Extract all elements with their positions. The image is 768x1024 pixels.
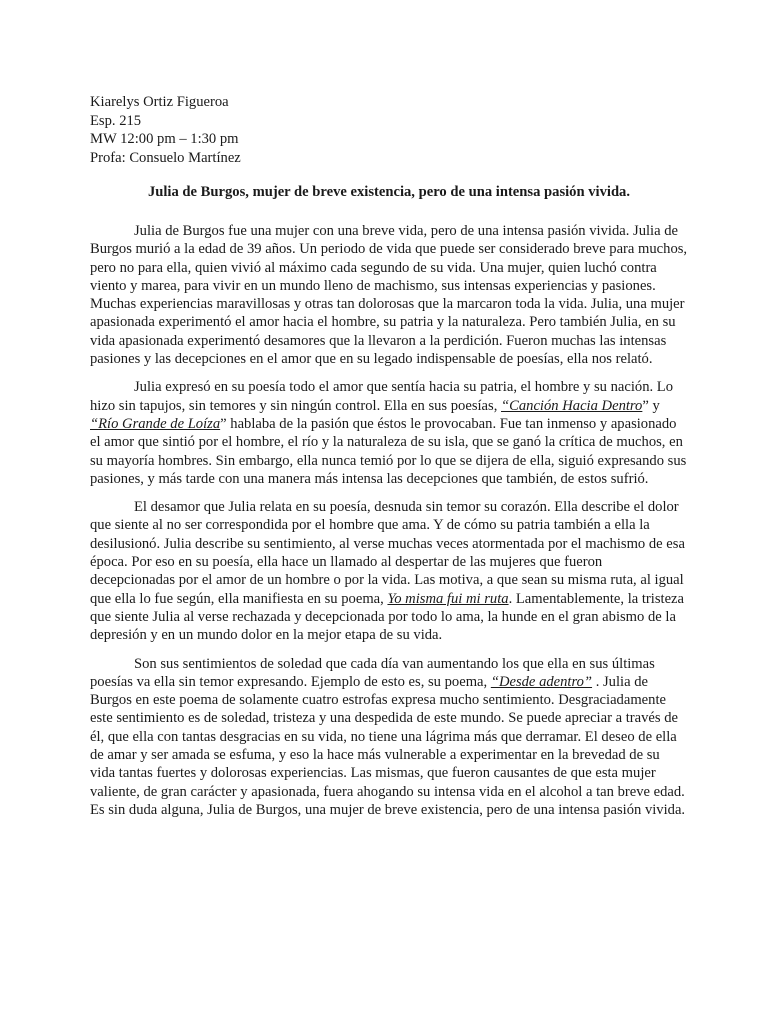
essay-paragraph-2 xyxy=(90,378,688,488)
essay-paragraph-3 xyxy=(90,498,688,644)
essay-paragraph-4 xyxy=(90,655,688,820)
paragraph-text: El desamor que Julia relata en su poesía, desnuda sin temor su corazón. Ella describe el dolor que siente al no ser correspondida por el hombre que ama. Y de cómo su patria también a ella la desilusionó. Julia describe su sentimiento, al verse muchas veces atormentada por el machismo de esa época. Por eso en su poesía, ella hace un llamado al despertar de las mujeres que fueron decepcionadas por el amor de un hombre o por la vida. Las motiva, a que sean su misma ruta, al igual que ella lo fue según, ella manifiesta en su poema, xyxy=(90,499,685,607)
student-header xyxy=(90,93,688,167)
student-name: Kiarelys Ortiz Figueroa xyxy=(90,94,229,110)
poem-title-rio-grande-de-loiza: “Río Grande de Loíza xyxy=(90,415,221,432)
poem-title-yo-misma-fui-mi-ruta: Yo misma fui mi ruta xyxy=(387,590,509,607)
poem-title-desde-adentro: “Desde adentro” xyxy=(490,673,593,690)
course-code: Esp. 215 xyxy=(90,112,142,129)
poem-title-cancion-hacia-dentro: “Canción Hacia Dentro xyxy=(501,397,643,414)
paragraph-text: ” hablaba de la pasión que éstos le provocaban. Fue tan inmenso y apasionado el amor que sintió por el hombre, el río y la naturaleza de su isla, que se ganó la crítica de muchos, en su mayoría hombres. Sin embargo, ella nunca temió por lo que se dijera de ella, siguió expresando sus pasiones, y más tarde con una manera más intensa las decepciones que también, de estos sufrió. xyxy=(90,415,687,487)
class-schedule: MW 12:00 pm – 1:30 pm xyxy=(90,131,239,148)
paragraph-text: Son sus sentimientos de soledad que cada día van aumentando los que ella en sus últimas poesías va ella sin temor expresando. Ejemplo de esto es, su poema, xyxy=(90,655,655,690)
paragraph-text: . Julia de Burgos en este poema de solamente cuatro estrofas expresa mucho sentimiento. Desgraciadamente este sentimiento es de soledad, tristeza y una despedida de este mundo. Se puede apreciar a través de él, que ella con tantas desgracias en su vida, no tiene una lágrima más que derramar. El deseo de ella de amar y ser amada se esfuma, y eso la hace más vulnerable a experimentar en la brevedad de su vida tantas fuertes y dolorosas experiencias. Las mismas, que fueron causantes de que esta mujer valiente, de gran carácter y apasionada, fuera ahogando su intensa vida en el alcohol a tan breve edad. Es sin duda alguna, Julia de Burgos, una mujer de breve existencia, pero de una intensa pasión vivida. xyxy=(90,673,686,818)
essay-title: Julia de Burgos, mujer de breve existencia, pero de una intensa pasión vivida. xyxy=(147,184,631,201)
professor-name: Profa: Consuelo Martínez xyxy=(90,149,241,166)
paragraph-text: Julia de Burgos fue una mujer con una breve vida, pero de una intensa pasión vivida. Julia de Burgos murió a la edad de 39 años. Un periodo de vida que puede ser considerado breve para muchos, pero no para ella, quien vivió al máximo cada segundo de su vida. Una mujer, quien luchó contra viento y marea, para vivir en un mundo lleno de machismo, sus intensas experiencias y pasiones. Muchas experiencias maravillosas y otras tan dolorosas que la marcaron toda la vida. Julia, una mujer apasionada experimentó el amor hacia el hombre, su patria y la naturaleza. Pero también Julia, en su vida apasionada experimentó desamores que la llevaron a la perdición. Fueron muchas las intensas pasiones y las decepciones en el amor que en su legado indispensable de poesías, ella nos relató. xyxy=(90,222,688,368)
paragraph-text: . Lamentablemente, la tristeza que siente Julia al verse rechazada y decepcionada por todo lo ama, la hunde en el gran abismo de la depresión y en un mundo dolor en la mejor etapa de su vida. xyxy=(90,590,685,644)
paragraph-text: Julia expresó en su poesía todo el amor que sentía hacia su patria, el hombre y su nación. Lo hizo sin tapujos, sin temores y sin ningún control. Ella en sus poesías, xyxy=(90,379,673,414)
paragraph-text: ” y xyxy=(642,397,660,414)
essay-paragraph-1 xyxy=(90,222,688,368)
